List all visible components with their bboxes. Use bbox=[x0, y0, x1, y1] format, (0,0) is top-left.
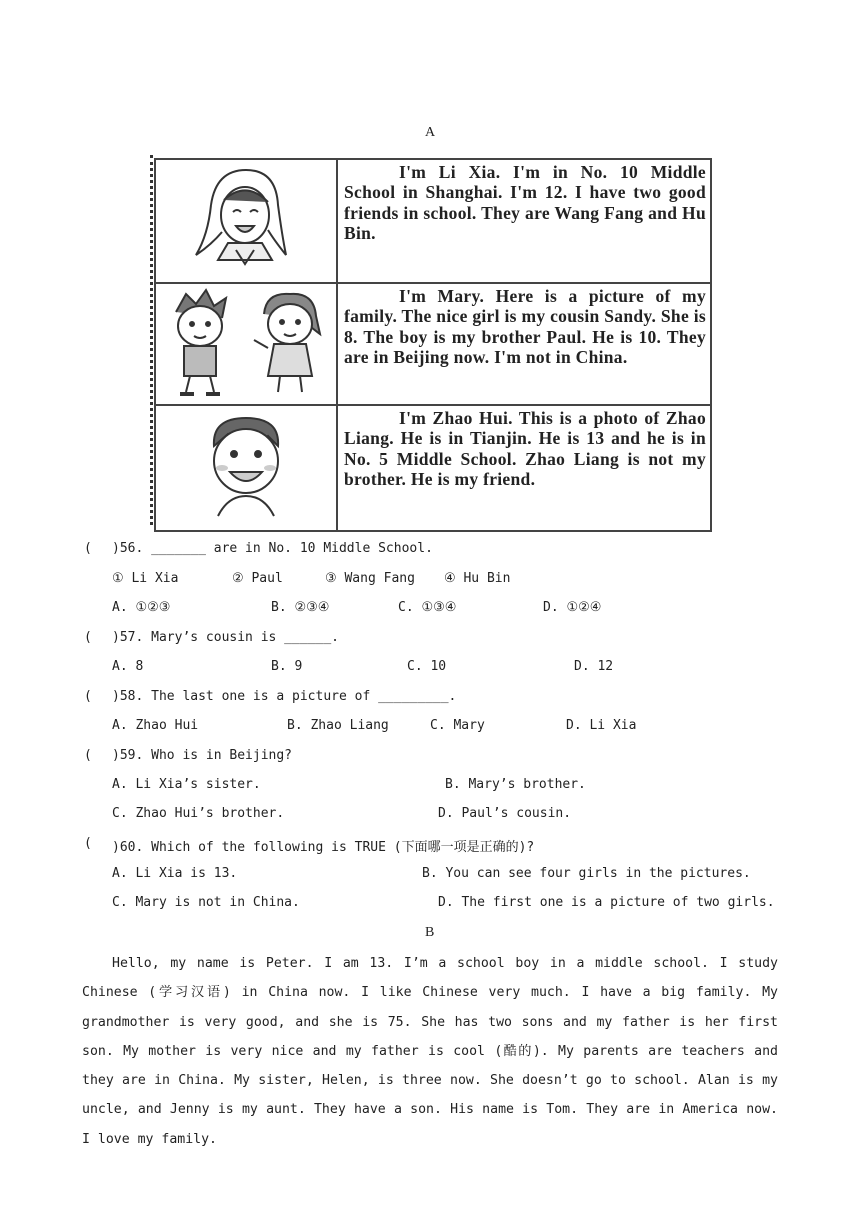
q56-option-a[interactable]: A. ①②③ bbox=[112, 600, 171, 615]
q57-option-a[interactable]: A. 8 bbox=[112, 659, 144, 674]
q60-option-c[interactable]: C. Mary is not in China. bbox=[112, 895, 300, 910]
passage-zhao-hui bbox=[337, 405, 711, 531]
question-59-stem: )59. Who is in Beijing? bbox=[112, 748, 293, 763]
q56-item-1: ① Li Xia bbox=[112, 571, 179, 586]
answer-paren: ( bbox=[84, 689, 92, 704]
q56-item-3: ③ Wang Fang bbox=[325, 571, 415, 586]
q60-option-d[interactable]: D. The first one is a picture of two girls. bbox=[438, 895, 775, 910]
question-56-stem: )56. _______ are in No. 10 Middle School. bbox=[112, 541, 433, 556]
answer-paren: ( bbox=[84, 836, 92, 851]
q57-option-c[interactable]: C. 10 bbox=[407, 659, 447, 674]
q58-option-d[interactable]: D. Li Xia bbox=[566, 718, 637, 733]
q59-option-c[interactable]: C. Zhao Hui’s brother. bbox=[112, 806, 285, 821]
q57-option-b[interactable]: B. 9 bbox=[271, 659, 303, 674]
q56-item-4: ④ Hu Bin bbox=[444, 571, 511, 586]
section-a-title: A bbox=[425, 125, 436, 140]
q60-option-a[interactable]: A. Li Xia is 13. bbox=[112, 866, 238, 881]
passage-mary bbox=[337, 283, 711, 405]
question-60-stem: )60. Which of the following is TRUE (下面哪一项是正确的)? bbox=[112, 840, 535, 855]
q58-option-a[interactable]: A. Zhao Hui bbox=[112, 718, 199, 733]
passage-text: I'm Li Xia. I'm in No. 10 Middle School in Shanghai. I'm 12. I have two good friends in school. They are Wang Fang and Hu Bin. bbox=[344, 162, 706, 243]
answer-paren: ( bbox=[84, 630, 92, 645]
q56-item-2: ② Paul bbox=[232, 571, 283, 586]
question-57-stem: )57. Mary’s cousin is ______. bbox=[112, 630, 339, 645]
q57-option-d[interactable]: D. 12 bbox=[574, 659, 614, 674]
q58-option-c[interactable]: C. Mary bbox=[430, 718, 485, 733]
q56-option-c[interactable]: C. ①③④ bbox=[398, 600, 457, 615]
q59-option-b[interactable]: B. Mary’s brother. bbox=[445, 777, 586, 792]
q60-option-b[interactable]: B. You can see four girls in the pictures. bbox=[422, 866, 751, 881]
boy-and-girl-illustration bbox=[155, 283, 337, 405]
q56-option-d[interactable]: D. ①②④ bbox=[543, 600, 602, 615]
q58-option-b[interactable]: B. Zhao Liang bbox=[287, 718, 389, 733]
passage-image-table bbox=[150, 155, 712, 525]
q59-option-a[interactable]: A. Li Xia’s sister. bbox=[112, 777, 261, 792]
boy-face-illustration bbox=[155, 405, 337, 531]
question-58-stem: )58. The last one is a picture of _________. bbox=[112, 689, 457, 704]
passage-li-xia bbox=[337, 159, 711, 283]
answer-paren: ( bbox=[84, 541, 92, 556]
q59-option-d[interactable]: D. Paul’s cousin. bbox=[438, 806, 572, 821]
passage-text: I'm Zhao Hui. This is a photo of Zhao Liang. He is in Tianjin. He is 13 and he is in No. 5 Middle School. Zhao Liang is not my brother. He is my friend. bbox=[344, 408, 706, 489]
girl-illustration bbox=[155, 159, 337, 283]
section-b-title: B bbox=[425, 925, 435, 940]
answer-paren: ( bbox=[84, 748, 92, 763]
passage-text: I'm Mary. Here is a picture of my family. The nice girl is my cousin Sandy. She is 8. The boy is my brother Paul. He is 10. They are in Beijing now. I'm not in China. bbox=[344, 286, 706, 367]
q56-option-b[interactable]: B. ②③④ bbox=[271, 600, 330, 615]
section-b-paragraph: Hello, my name is Peter. I am 13. I’m a school boy in a middle school. I study Chinese (学习汉语) in China now. I like Chinese very much. I have a big family. My grandmother is very good, and she is 75. She has two sons and my father is her first son. My mother is very nice and my father is cool (酷的). My parents are teachers and they are in China. My sister, Helen, is three now. She doesn’t go to school. Alan is my uncle, and Jenny is my aunt. They have a son. His name is Tom. They are in America now. I love my family. bbox=[82, 956, 778, 1147]
